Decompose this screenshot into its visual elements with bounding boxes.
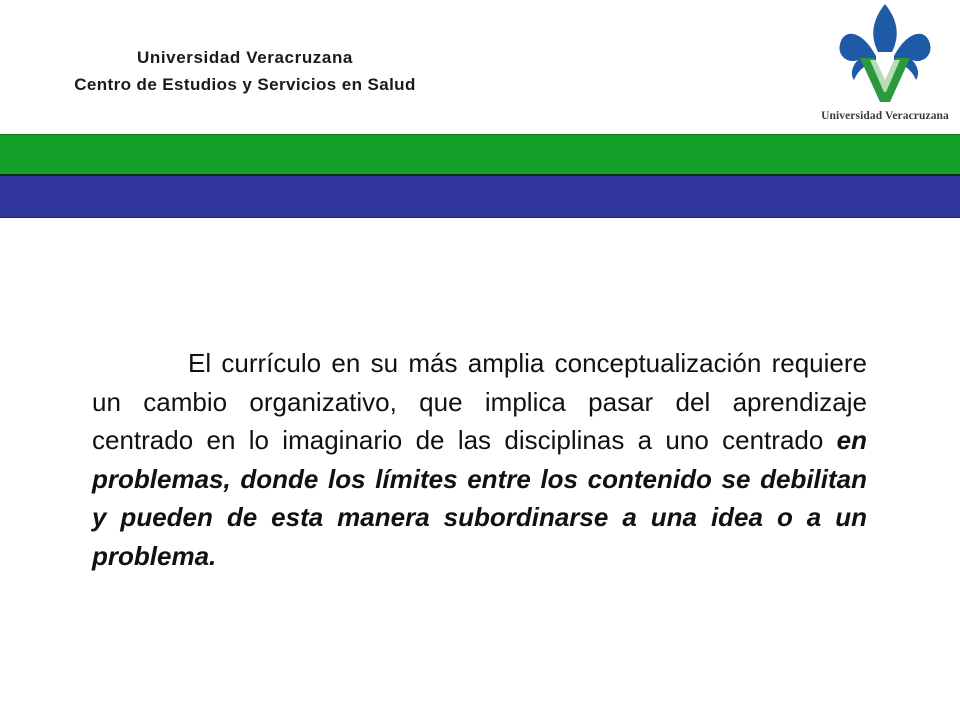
paragraph-emphasis: en problemas, donde los límites entre los contenido se debilitan y pueden de esta manera subordinarse a una idea o a un problema. xyxy=(92,425,867,571)
center-name: Centro de Estudios y Servicios en Salud xyxy=(74,75,416,94)
paragraph-intro: El currículo en su más amplia conceptualización requiere un cambio organizativo, que implica pasar del aprendizaje centrado en lo imaginario de las disciplinas a uno centrado xyxy=(92,348,867,455)
institution-header xyxy=(0,44,490,98)
logo-wordmark: Universidad Veracruzana xyxy=(821,110,949,122)
blue-band xyxy=(0,176,960,218)
university-logo xyxy=(810,0,960,132)
curriculum-paragraph xyxy=(92,344,867,575)
university-name: Universidad Veracruzana xyxy=(136,48,353,67)
fleur-de-lis-v-logo-icon xyxy=(810,0,960,110)
green-band xyxy=(0,134,960,174)
